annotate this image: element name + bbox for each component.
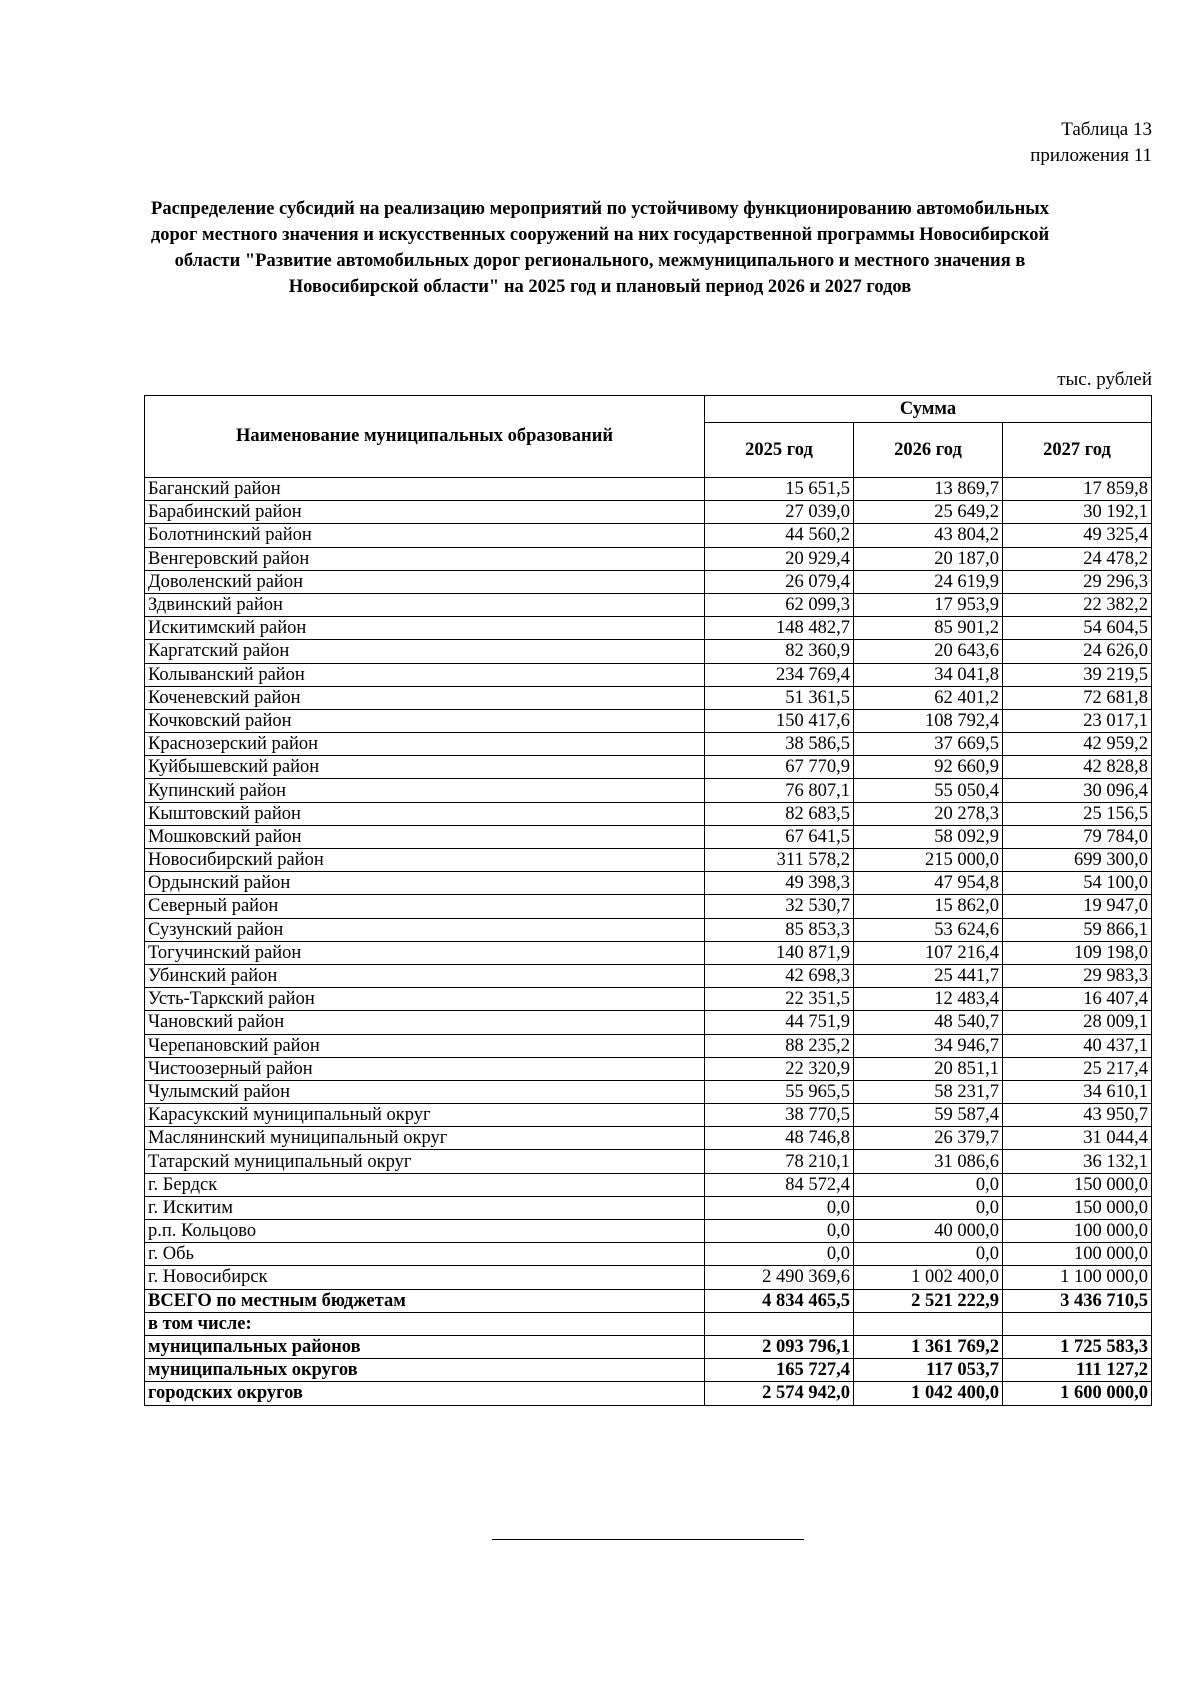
- row-label: Кыштовский район: [145, 802, 705, 825]
- table-row: [145, 570, 1152, 593]
- including-row: [145, 1312, 1152, 1335]
- row-label: ВСЕГО по местным бюджетам: [145, 1289, 705, 1312]
- value-2026: 31 086,6: [854, 1150, 1003, 1173]
- value-2025: 55 965,5: [705, 1080, 854, 1103]
- appendix-number: приложения 11: [1030, 145, 1152, 166]
- value-2025: 38 770,5: [705, 1104, 854, 1127]
- value-2025: 85 853,3: [705, 918, 854, 941]
- value-2025: 20 929,4: [705, 547, 854, 570]
- value-2026: 20 643,6: [854, 640, 1003, 663]
- value-2026: 215 000,0: [854, 849, 1003, 872]
- value-2026: 40 000,0: [854, 1220, 1003, 1243]
- value-2025: 150 417,6: [705, 709, 854, 732]
- value-2025: 234 769,4: [705, 663, 854, 686]
- value-2025: 0,0: [705, 1243, 854, 1266]
- including-label: в том числе:: [145, 1312, 705, 1335]
- value-2025: 38 586,5: [705, 733, 854, 756]
- value-2025: 67 641,5: [705, 825, 854, 848]
- table-row: [145, 802, 1152, 825]
- column-header-sum: Сумма: [705, 396, 1152, 423]
- row-label: Венгеровский район: [145, 547, 705, 570]
- value-2027: 1 100 000,0: [1003, 1266, 1152, 1289]
- value-2027: 1 725 583,3: [1003, 1335, 1152, 1358]
- value-2026: 58 092,9: [854, 825, 1003, 848]
- row-label: Чановский район: [145, 1011, 705, 1034]
- subtotal-row: [145, 1335, 1152, 1358]
- value-2026: 85 901,2: [854, 617, 1003, 640]
- value-2025: 51 361,5: [705, 686, 854, 709]
- value-2026: 34 946,7: [854, 1034, 1003, 1057]
- row-label: Купинский район: [145, 779, 705, 802]
- value-2027: 100 000,0: [1003, 1220, 1152, 1243]
- value-2027: 72 681,8: [1003, 686, 1152, 709]
- value-2025: 76 807,1: [705, 779, 854, 802]
- value-2025: 26 079,4: [705, 570, 854, 593]
- value-2026: 12 483,4: [854, 988, 1003, 1011]
- empty-cell: [854, 1312, 1003, 1335]
- value-2026: 20 851,1: [854, 1057, 1003, 1080]
- value-2027: 23 017,1: [1003, 709, 1152, 732]
- row-label: Чулымский район: [145, 1080, 705, 1103]
- value-2026: 2 521 222,9: [854, 1289, 1003, 1312]
- value-2027: 1 600 000,0: [1003, 1382, 1152, 1405]
- value-2027: 150 000,0: [1003, 1196, 1152, 1219]
- value-2026: 48 540,7: [854, 1011, 1003, 1034]
- value-2025: 44 751,9: [705, 1011, 854, 1034]
- table-row: [145, 617, 1152, 640]
- table-row: [145, 1196, 1152, 1219]
- value-2026: 1 002 400,0: [854, 1266, 1003, 1289]
- value-2025: 49 398,3: [705, 872, 854, 895]
- value-2026: 15 862,0: [854, 895, 1003, 918]
- table-row: [145, 547, 1152, 570]
- value-2026: 107 216,4: [854, 941, 1003, 964]
- table-row: [145, 733, 1152, 756]
- column-header-name: Наименование муниципальных образований: [145, 396, 705, 478]
- row-label: Каргатский район: [145, 640, 705, 663]
- value-2025: 84 572,4: [705, 1173, 854, 1196]
- table-row: [145, 640, 1152, 663]
- row-label: Краснозерский район: [145, 733, 705, 756]
- value-2027: 25 156,5: [1003, 802, 1152, 825]
- row-label: Убинский район: [145, 964, 705, 987]
- value-2027: 59 866,1: [1003, 918, 1152, 941]
- table-row: [145, 524, 1152, 547]
- table-row: [145, 849, 1152, 872]
- value-2025: 32 530,7: [705, 895, 854, 918]
- value-2027: 150 000,0: [1003, 1173, 1152, 1196]
- value-2027: 30 192,1: [1003, 501, 1152, 524]
- value-2026: 1 361 769,2: [854, 1335, 1003, 1358]
- value-2026: 17 953,9: [854, 593, 1003, 616]
- subtotal-row: [145, 1382, 1152, 1405]
- table-row: [145, 779, 1152, 802]
- table-row: [145, 593, 1152, 616]
- row-label: Карасукский муниципальный округ: [145, 1104, 705, 1127]
- row-label: Колыванский район: [145, 663, 705, 686]
- document-title: Распределение субсидий на реализацию мероприятий по устойчивому функционированию автомобильных дорог местного значения и искусственных сооружений на них государственной программы Новосибирской области "Развитие автомобильных дорог регионального, межмуниципального и местного значения в Новосибирской области" на 2025 год и плановый период 2026 и 2027 годов: [150, 199, 1050, 297]
- table-row: [145, 501, 1152, 524]
- value-2027: 30 096,4: [1003, 779, 1152, 802]
- row-label: Сузунский район: [145, 918, 705, 941]
- end-divider: [492, 1539, 804, 1540]
- value-2027: 49 325,4: [1003, 524, 1152, 547]
- value-2026: 0,0: [854, 1173, 1003, 1196]
- table-row: [145, 1173, 1152, 1196]
- value-2026: 1 042 400,0: [854, 1382, 1003, 1405]
- table-row: [145, 1080, 1152, 1103]
- value-2027: 42 828,8: [1003, 756, 1152, 779]
- value-2025: 82 360,9: [705, 640, 854, 663]
- table-row: [145, 872, 1152, 895]
- value-2025: 42 698,3: [705, 964, 854, 987]
- value-2027: 31 044,4: [1003, 1127, 1152, 1150]
- appendix-reference: [752, 117, 1152, 169]
- value-2025: 2 574 942,0: [705, 1382, 854, 1405]
- row-label: Маслянинский муниципальный округ: [145, 1127, 705, 1150]
- row-label: Барабинский район: [145, 501, 705, 524]
- table-row: [145, 1127, 1152, 1150]
- value-2027: 42 959,2: [1003, 733, 1152, 756]
- table-row: [145, 709, 1152, 732]
- row-label: Чистоозерный район: [145, 1057, 705, 1080]
- value-2027: 24 626,0: [1003, 640, 1152, 663]
- row-label: р.п. Кольцово: [145, 1220, 705, 1243]
- table-row: [145, 825, 1152, 848]
- row-label: Искитимский район: [145, 617, 705, 640]
- table-row: [145, 1266, 1152, 1289]
- value-2026: 59 587,4: [854, 1104, 1003, 1127]
- value-2026: 34 041,8: [854, 663, 1003, 686]
- value-2026: 13 869,7: [854, 478, 1003, 501]
- value-2027: 3 436 710,5: [1003, 1289, 1152, 1312]
- value-2025: 44 560,2: [705, 524, 854, 547]
- empty-cell: [705, 1312, 854, 1335]
- value-2026: 20 187,0: [854, 547, 1003, 570]
- empty-cell: [1003, 1312, 1152, 1335]
- value-2027: 109 198,0: [1003, 941, 1152, 964]
- value-2026: 20 278,3: [854, 802, 1003, 825]
- value-2025: 22 320,9: [705, 1057, 854, 1080]
- row-label: Болотнинский район: [145, 524, 705, 547]
- value-2027: 36 132,1: [1003, 1150, 1152, 1173]
- row-label: Куйбышевский район: [145, 756, 705, 779]
- value-2027: 16 407,4: [1003, 988, 1152, 1011]
- value-2025: 4 834 465,5: [705, 1289, 854, 1312]
- table-row: [145, 478, 1152, 501]
- value-2025: 311 578,2: [705, 849, 854, 872]
- value-2027: 54 100,0: [1003, 872, 1152, 895]
- row-label: городских округов: [145, 1382, 705, 1405]
- row-label: Доволенский район: [145, 570, 705, 593]
- table-row: [145, 1104, 1152, 1127]
- value-2025: 148 482,7: [705, 617, 854, 640]
- value-2025: 82 683,5: [705, 802, 854, 825]
- value-2026: 58 231,7: [854, 1080, 1003, 1103]
- value-2027: 28 009,1: [1003, 1011, 1152, 1034]
- value-2026: 25 649,2: [854, 501, 1003, 524]
- table-row: [145, 918, 1152, 941]
- value-2026: 25 441,7: [854, 964, 1003, 987]
- row-label: Ордынский район: [145, 872, 705, 895]
- value-2027: 29 296,3: [1003, 570, 1152, 593]
- value-2026: 0,0: [854, 1243, 1003, 1266]
- value-2027: 24 478,2: [1003, 547, 1152, 570]
- table-row: [145, 1034, 1152, 1057]
- value-2027: 79 784,0: [1003, 825, 1152, 848]
- table-row: [145, 686, 1152, 709]
- value-2026: 0,0: [854, 1196, 1003, 1219]
- value-2025: 62 099,3: [705, 593, 854, 616]
- value-2025: 78 210,1: [705, 1150, 854, 1173]
- column-header-year-2026: 2026 год: [854, 423, 1003, 478]
- table-row: [145, 941, 1152, 964]
- value-2025: 140 871,9: [705, 941, 854, 964]
- row-label: Черепановский район: [145, 1034, 705, 1057]
- table-row: [145, 895, 1152, 918]
- value-2027: 17 859,8: [1003, 478, 1152, 501]
- row-label: Мошковский район: [145, 825, 705, 848]
- table-row: [145, 1150, 1152, 1173]
- value-2027: 699 300,0: [1003, 849, 1152, 872]
- subsidy-table: [144, 395, 1152, 1406]
- value-2025: 15 651,5: [705, 478, 854, 501]
- value-2025: 0,0: [705, 1220, 854, 1243]
- total-row: [145, 1289, 1152, 1312]
- value-2026: 117 053,7: [854, 1359, 1003, 1382]
- value-2026: 92 660,9: [854, 756, 1003, 779]
- value-2027: 111 127,2: [1003, 1359, 1152, 1382]
- value-2026: 24 619,9: [854, 570, 1003, 593]
- value-2027: 29 983,3: [1003, 964, 1152, 987]
- value-2025: 2 490 369,6: [705, 1266, 854, 1289]
- row-label: Тогучинский район: [145, 941, 705, 964]
- table-row: [145, 1243, 1152, 1266]
- value-2027: 19 947,0: [1003, 895, 1152, 918]
- row-label: г. Обь: [145, 1243, 705, 1266]
- table-row: [145, 1220, 1152, 1243]
- row-label: г. Новосибирск: [145, 1266, 705, 1289]
- value-2025: 27 039,0: [705, 501, 854, 524]
- row-label: Северный район: [145, 895, 705, 918]
- table-row: [145, 988, 1152, 1011]
- value-2027: 25 217,4: [1003, 1057, 1152, 1080]
- row-label: муниципальных районов: [145, 1335, 705, 1358]
- value-2026: 47 954,8: [854, 872, 1003, 895]
- table-row: [145, 756, 1152, 779]
- value-2026: 62 401,2: [854, 686, 1003, 709]
- value-2026: 108 792,4: [854, 709, 1003, 732]
- column-header-year-2025: 2025 год: [705, 423, 854, 478]
- value-2027: 54 604,5: [1003, 617, 1152, 640]
- table-row: [145, 964, 1152, 987]
- value-2026: 55 050,4: [854, 779, 1003, 802]
- value-2026: 26 379,7: [854, 1127, 1003, 1150]
- value-2025: 48 746,8: [705, 1127, 854, 1150]
- table-number: Таблица 13: [1061, 119, 1152, 140]
- value-2027: 100 000,0: [1003, 1243, 1152, 1266]
- table-row: [145, 1057, 1152, 1080]
- row-label: Татарский муниципальный округ: [145, 1150, 705, 1173]
- row-label: Усть-Таркский район: [145, 988, 705, 1011]
- table-row: [145, 1011, 1152, 1034]
- table-body: [145, 478, 1152, 1406]
- value-2025: 22 351,5: [705, 988, 854, 1011]
- row-label: муниципальных округов: [145, 1359, 705, 1382]
- value-2025: 2 093 796,1: [705, 1335, 854, 1358]
- value-2025: 67 770,9: [705, 756, 854, 779]
- row-label: г. Искитим: [145, 1196, 705, 1219]
- value-2027: 22 382,2: [1003, 593, 1152, 616]
- table-row: [145, 663, 1152, 686]
- row-label: Новосибирский район: [145, 849, 705, 872]
- value-2026: 37 669,5: [854, 733, 1003, 756]
- row-label: Баганский район: [145, 478, 705, 501]
- row-label: Коченевский район: [145, 686, 705, 709]
- row-label: г. Бердск: [145, 1173, 705, 1196]
- value-2027: 40 437,1: [1003, 1034, 1152, 1057]
- column-header-year-2027: 2027 год: [1003, 423, 1152, 478]
- value-2027: 43 950,7: [1003, 1104, 1152, 1127]
- row-label: Здвинский район: [145, 593, 705, 616]
- value-2026: 53 624,6: [854, 918, 1003, 941]
- value-2027: 39 219,5: [1003, 663, 1152, 686]
- row-label: Кочковский район: [145, 709, 705, 732]
- value-2025: 165 727,4: [705, 1359, 854, 1382]
- value-2027: 34 610,1: [1003, 1080, 1152, 1103]
- value-2025: 88 235,2: [705, 1034, 854, 1057]
- subtotal-row: [145, 1359, 1152, 1382]
- value-2026: 43 804,2: [854, 524, 1003, 547]
- units-label: тыс. рублей: [1057, 369, 1152, 390]
- value-2025: 0,0: [705, 1196, 854, 1219]
